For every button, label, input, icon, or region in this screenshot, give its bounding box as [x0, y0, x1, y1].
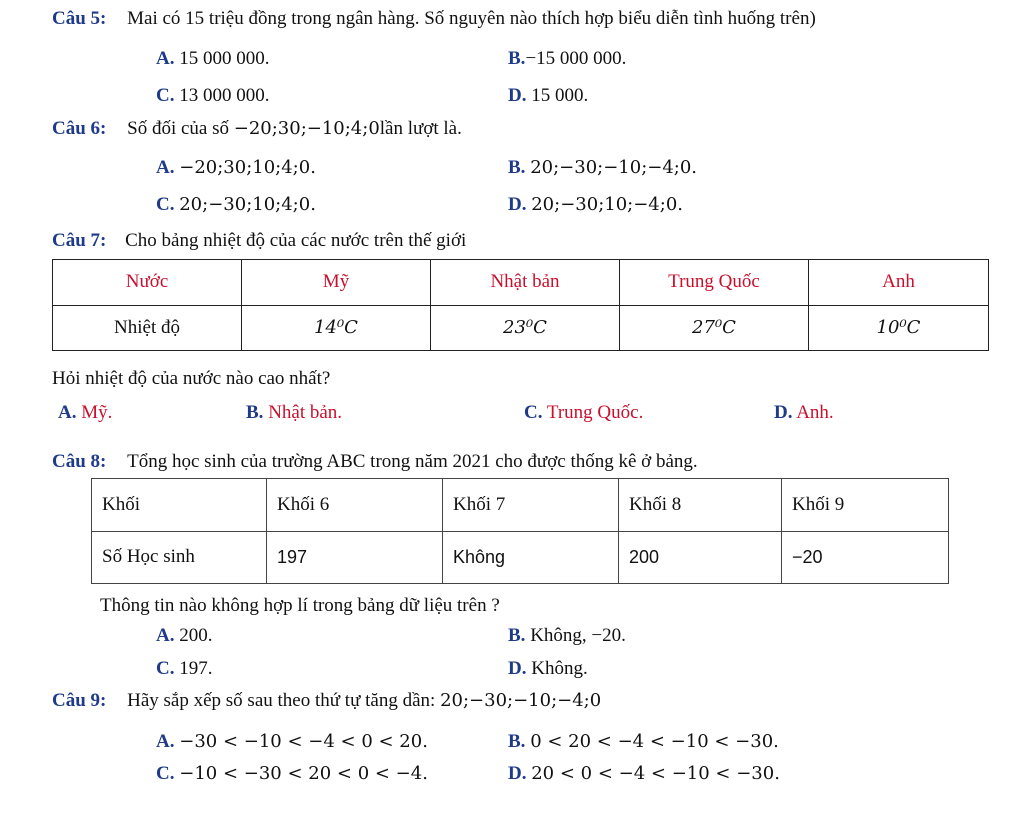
question-label: Câu 7:	[52, 230, 107, 251]
option-letter: A.	[156, 625, 175, 646]
option-text: 0 < 20 < −4 < −10 < −30.	[530, 731, 779, 752]
table-cell: Số Học sinh	[92, 531, 267, 584]
option-text: 20;−30;−10;−4;0.	[530, 157, 698, 178]
option-b	[508, 48, 626, 70]
option-text: −10 < −30 < 20 < 0 < −4.	[179, 763, 428, 784]
option-a	[156, 731, 428, 753]
option-text: −15 000 000.	[525, 48, 627, 69]
temperature-table	[52, 259, 989, 351]
table-cell: 27⁰C	[620, 305, 809, 351]
option-text: 15 000 000.	[179, 48, 270, 69]
option-a	[58, 402, 112, 424]
option-text: −30 < −10 < −4 < 0 < 20.	[179, 731, 428, 752]
option-text: 20;−30;10;−4;0.	[531, 194, 683, 215]
table-cell: Khối	[92, 479, 267, 532]
table-row	[92, 531, 949, 584]
question-label: Câu 6:	[52, 118, 107, 139]
option-letter: A.	[156, 48, 175, 69]
option-b	[508, 157, 697, 179]
option-letter: C.	[156, 763, 175, 784]
option-letter: B.	[508, 731, 526, 752]
option-c	[524, 402, 643, 424]
question-math: −20;30;−10;4;0	[233, 118, 380, 139]
table-cell: Khối 8	[619, 479, 782, 532]
question-text: Cho bảng nhiệt độ của các nước trên thế giới	[125, 230, 467, 251]
table-cell: 197	[267, 531, 443, 584]
option-letter: D.	[774, 402, 793, 423]
table-cell: 23⁰C	[431, 305, 620, 351]
option-letter: B.	[508, 625, 526, 646]
option-letter: A.	[58, 402, 77, 423]
option-letter: D.	[508, 194, 527, 215]
option-text: Trung Quốc.	[546, 402, 644, 423]
table-header-row	[53, 260, 989, 306]
question-text-after: lần lượt là.	[379, 118, 462, 139]
option-text: 20 < 0 < −4 < −10 < −30.	[531, 763, 780, 784]
option-text: Nhật bản.	[268, 402, 343, 423]
option-c	[156, 194, 316, 216]
option-text: 200.	[179, 625, 213, 646]
question-8	[52, 451, 698, 473]
option-letter: C.	[156, 194, 175, 215]
question-text: Hãy sắp xếp số sau theo thứ tự tăng dần:	[127, 690, 436, 711]
table-cell: Không	[443, 531, 619, 584]
question-5	[52, 8, 816, 30]
option-text: Mỹ.	[81, 402, 113, 423]
option-letter: B.	[246, 402, 264, 423]
option-letter: D.	[508, 763, 527, 784]
table-cell: 200	[619, 531, 782, 584]
option-a	[156, 157, 316, 179]
option-c	[156, 85, 269, 107]
option-a	[156, 625, 212, 647]
question-9	[52, 690, 601, 712]
table-cell: −20	[782, 531, 949, 584]
option-d	[508, 763, 780, 785]
table-cell: Anh	[809, 260, 989, 306]
option-text: Anh.	[796, 402, 834, 423]
option-d	[508, 658, 588, 680]
option-b	[508, 625, 626, 647]
table-cell: Nhiệt độ	[53, 305, 242, 351]
table-cell: Khối 9	[782, 479, 949, 532]
table-cell: Nhật bản	[431, 260, 620, 306]
question-label: Câu 8:	[52, 451, 107, 472]
question-8-prompt: Thông tin nào không hợp lí trong bảng dữ liệu trên ?	[100, 595, 500, 616]
option-b	[246, 402, 342, 424]
option-text: Không, −20.	[530, 625, 626, 646]
option-d	[508, 85, 588, 107]
option-c	[156, 658, 212, 680]
table-cell: 10⁰C	[809, 305, 989, 351]
option-text: 13 000 000.	[179, 85, 270, 106]
option-letter: C.	[524, 402, 543, 423]
table-cell: 14⁰C	[242, 305, 431, 351]
question-label: Câu 5:	[52, 8, 107, 29]
question-math: 20;−30;−10;−4;0	[440, 690, 602, 711]
table-cell: Mỹ	[242, 260, 431, 306]
option-text: 197.	[179, 658, 213, 679]
option-text: −20;30;10;4;0.	[179, 157, 316, 178]
table-row	[53, 305, 989, 351]
question-7-prompt: Hỏi nhiệt độ của nước nào cao nhất?	[52, 368, 331, 389]
question-7	[52, 230, 466, 252]
table-cell: Nước	[53, 260, 242, 306]
option-letter: A.	[156, 731, 175, 752]
question-text: Tổng học sinh của trường ABC trong năm 2021 cho được thống kê ở bảng.	[127, 451, 698, 472]
option-letter: B.	[508, 48, 526, 69]
option-d	[774, 402, 834, 424]
question-text: Số đối của số	[127, 118, 229, 139]
option-letter: B.	[508, 157, 526, 178]
option-text: 15 000.	[531, 85, 589, 106]
option-d	[508, 194, 683, 216]
option-letter: D.	[508, 85, 527, 106]
option-c	[156, 763, 428, 785]
table-header-row	[92, 479, 949, 532]
question-label: Câu 9:	[52, 690, 107, 711]
table-cell: Khối 6	[267, 479, 443, 532]
question-text: Mai có 15 triệu đồng trong ngân hàng. Số nguyên nào thích hợp biểu diễn tình huống trên)	[127, 8, 816, 29]
option-letter: D.	[508, 658, 527, 679]
question-6	[52, 118, 462, 140]
option-text: Không.	[531, 658, 588, 679]
option-text: 20;−30;10;4;0.	[179, 194, 316, 215]
table-cell: Trung Quốc	[620, 260, 809, 306]
option-letter: C.	[156, 85, 175, 106]
option-a	[156, 48, 269, 70]
option-letter: C.	[156, 658, 175, 679]
table-cell: Khối 7	[443, 479, 619, 532]
students-table	[91, 478, 949, 584]
option-b	[508, 731, 779, 753]
option-letter: A.	[156, 157, 175, 178]
